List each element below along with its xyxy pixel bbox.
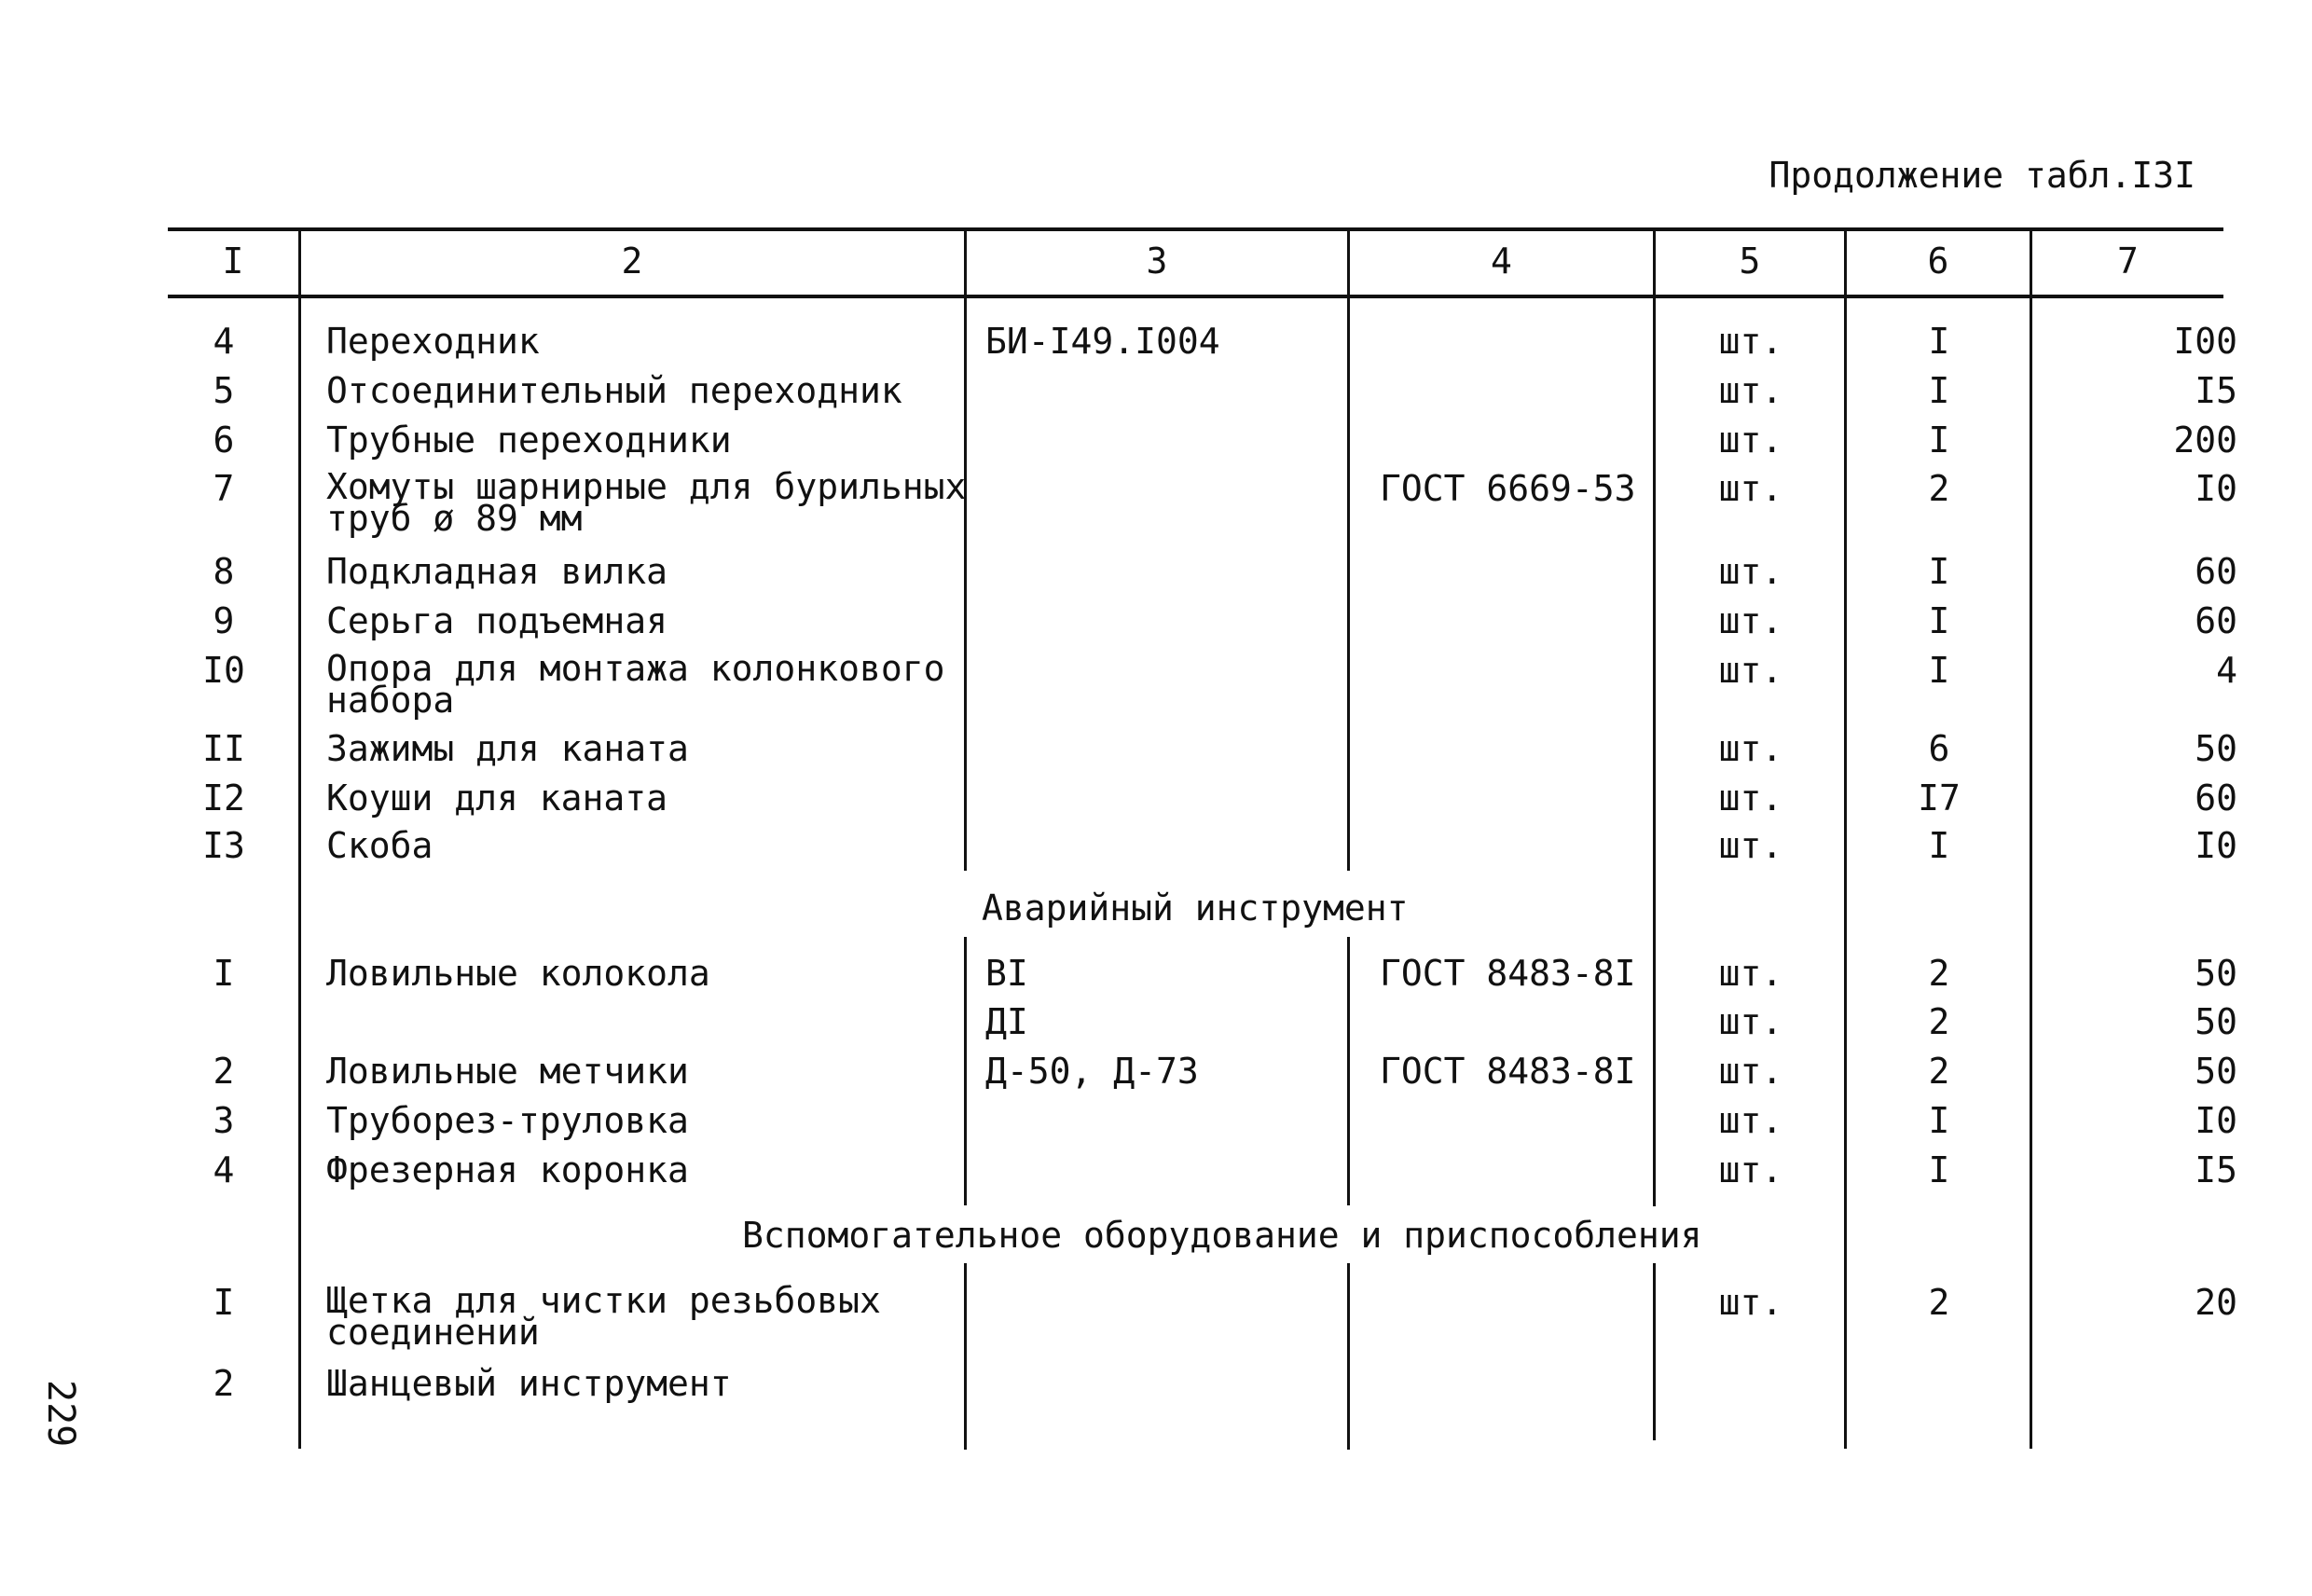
col-divider-3b [1347, 937, 1350, 1205]
page-number: 229 [39, 1380, 82, 1448]
col-divider-6 [2030, 227, 2032, 1449]
item-qty: I [1928, 420, 1950, 461]
item-col7: 50 [2195, 953, 2237, 994]
row-number: 2 [213, 1363, 235, 1404]
row-number: 2 [213, 1051, 235, 1092]
item-name: Фрезерная коронка [326, 1149, 689, 1190]
item-qty: 2 [1928, 1001, 1950, 1042]
item-col7: 50 [2195, 1051, 2237, 1092]
table-caption: Продолжение табл.I3I [1768, 155, 2195, 196]
col-divider-4a [1653, 227, 1656, 1206]
item-col7: 50 [2195, 728, 2237, 769]
row-number: 4 [213, 321, 235, 362]
item-name: Переходник [326, 321, 540, 362]
item-unit: шт. [1718, 1100, 1783, 1141]
item-type: Д-50, Д-73 [985, 1051, 1199, 1092]
header-col-6: 6 [1927, 241, 1949, 282]
item-col7: I00 [2173, 321, 2237, 362]
item-qty: 2 [1928, 1051, 1950, 1092]
item-name: Коуши для каната [326, 777, 668, 819]
table-header-rule [168, 295, 2223, 298]
item-qty: I [1928, 650, 1950, 691]
item-unit: шт. [1718, 1001, 1783, 1042]
item-type: БИ-I49.I004 [985, 321, 1220, 362]
col-divider-3c [1347, 1263, 1350, 1450]
item-name: Щетка для чистки резьбовых соединений [326, 1280, 881, 1353]
item-qty: I [1928, 551, 1950, 592]
row-number: I [213, 1282, 235, 1323]
item-unit: шт. [1718, 420, 1783, 461]
item-qty: I [1928, 1100, 1950, 1141]
item-name: Ловильные колокола [326, 953, 710, 994]
item-qty: 2 [1928, 468, 1950, 509]
row-number: I [213, 953, 235, 994]
item-unit: шт. [1718, 1282, 1783, 1323]
row-number: 7 [213, 468, 235, 509]
row-number: 5 [213, 370, 235, 411]
col-divider-4b [1653, 1263, 1656, 1440]
item-unit: шт. [1718, 650, 1783, 691]
item-col7: I0 [2195, 1100, 2237, 1141]
table-top-rule [168, 227, 2223, 231]
row-number: 4 [213, 1149, 235, 1190]
header-col-1: I [222, 241, 244, 282]
item-unit: шт. [1718, 953, 1783, 994]
item-name: Трубные переходники [326, 420, 732, 461]
item-name: Шанцевый инструмент [326, 1363, 732, 1404]
item-col7: 200 [2173, 420, 2237, 461]
item-col7: 4 [2216, 650, 2237, 691]
header-col-7: 7 [2117, 241, 2139, 282]
row-number: I3 [202, 825, 245, 866]
item-unit: шт. [1718, 1149, 1783, 1190]
item-qty: I7 [1918, 777, 1961, 819]
header-col-3: 3 [1146, 241, 1168, 282]
item-standard: ГОСТ 6669-53 [1380, 468, 1636, 509]
header-col-4: 4 [1491, 241, 1512, 282]
item-col7: I0 [2195, 825, 2237, 866]
item-name: Труборез-труловка [326, 1100, 689, 1141]
item-name: Хомуты шарнирные для бурильных труб ø 89 мм [326, 466, 967, 539]
item-col7: I5 [2195, 1149, 2237, 1190]
item-col7: 60 [2195, 551, 2237, 592]
item-qty: 6 [1928, 728, 1950, 769]
item-col7: 60 [2195, 777, 2237, 819]
col-divider-3a [1347, 227, 1350, 871]
item-type: ДI [985, 1001, 1028, 1042]
header-col-5: 5 [1739, 241, 1761, 282]
col-divider-1 [298, 227, 301, 1449]
item-unit: шт. [1718, 728, 1783, 769]
section-heading-emergency: Аварийный инструмент [974, 887, 1416, 929]
row-number: 9 [213, 600, 235, 641]
item-col7: 50 [2195, 1001, 2237, 1042]
item-qty: I [1928, 1149, 1950, 1190]
item-unit: шт. [1718, 825, 1783, 866]
item-unit: шт. [1718, 777, 1783, 819]
item-unit: шт. [1718, 551, 1783, 592]
item-qty: 2 [1928, 953, 1950, 994]
item-unit: шт. [1718, 1051, 1783, 1092]
item-col7: 20 [2195, 1282, 2237, 1323]
item-name: Опора для монтажа колонкового набора [326, 648, 945, 721]
col-divider-2b [964, 937, 967, 1205]
item-standard: ГОСТ 8483-8I [1380, 1051, 1636, 1092]
item-col7: 60 [2195, 600, 2237, 641]
item-qty: I [1928, 600, 1950, 641]
row-number: II [202, 728, 245, 769]
item-unit: шт. [1718, 600, 1783, 641]
item-col7: I5 [2195, 370, 2237, 411]
item-type: ВI [985, 953, 1028, 994]
item-qty: I [1928, 825, 1950, 866]
item-unit: шт. [1718, 370, 1783, 411]
item-name: Подкладная вилка [326, 551, 668, 592]
item-unit: шт. [1718, 321, 1783, 362]
item-name: Серьга подъемная [326, 600, 668, 641]
item-name: Зажимы для каната [326, 728, 689, 769]
item-name: Скоба [326, 825, 434, 866]
row-number: I0 [202, 650, 245, 691]
item-qty: 2 [1928, 1282, 1950, 1323]
col-divider-2c [964, 1263, 967, 1450]
row-number: 8 [213, 551, 235, 592]
row-number: I2 [202, 777, 245, 819]
col-divider-2a [964, 227, 967, 871]
section-heading-auxiliary: Вспомогательное оборудование и приспособления [735, 1215, 1710, 1256]
item-unit: шт. [1718, 468, 1783, 509]
row-number: 3 [213, 1100, 235, 1141]
item-qty: I [1928, 321, 1950, 362]
item-qty: I [1928, 370, 1950, 411]
item-name: Ловильные метчики [326, 1051, 689, 1092]
row-number: 6 [213, 420, 235, 461]
item-standard: ГОСТ 8483-8I [1380, 953, 1636, 994]
item-col7: I0 [2195, 468, 2237, 509]
item-name: Отсоединительный переходник [326, 370, 902, 411]
col-divider-5 [1844, 227, 1847, 1449]
header-col-2: 2 [621, 241, 643, 282]
